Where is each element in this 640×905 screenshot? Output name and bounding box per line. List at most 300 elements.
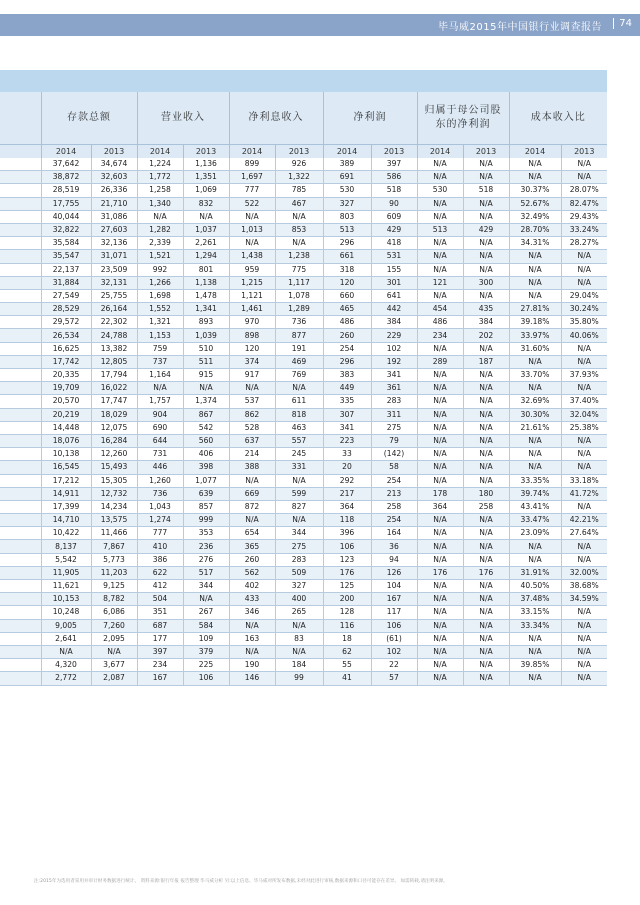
table-cell: 926 <box>275 158 323 171</box>
table-cell: N/A <box>417 289 463 302</box>
table-cell: 14,710 <box>41 514 91 527</box>
table-cell: 23,509 <box>91 263 137 276</box>
table-cell: 827 <box>275 500 323 513</box>
table-cell: 12,805 <box>91 355 137 368</box>
table-cell: 16,284 <box>91 434 137 447</box>
table-cell: N/A <box>463 514 509 527</box>
table-cell: 13,575 <box>91 514 137 527</box>
table-cell: 26,534 <box>41 329 91 342</box>
group-header-deposits: 存款总额 <box>41 92 137 145</box>
table-cell: 1,274 <box>137 514 183 527</box>
table-cell: 8,782 <box>91 593 137 606</box>
table-cell: 276 <box>183 553 229 566</box>
table-cell: N/A <box>463 382 509 395</box>
row-label-cell <box>0 303 41 316</box>
table-cell: 449 <box>323 382 371 395</box>
table-cell: N/A <box>417 448 463 461</box>
table-row <box>0 158 607 171</box>
table-cell: 213 <box>371 487 417 500</box>
table-cell: 999 <box>183 514 229 527</box>
table-cell: 12,075 <box>91 421 137 434</box>
table-cell: 899 <box>229 158 275 171</box>
table-cell: N/A <box>463 619 509 632</box>
table-cell: 389 <box>323 158 371 171</box>
financial-table <box>0 92 607 686</box>
table-cell: 644 <box>137 434 183 447</box>
table-cell: 335 <box>323 395 371 408</box>
table-cell: N/A <box>561 672 607 685</box>
table-cell: N/A <box>417 474 463 487</box>
table-cell: 1,289 <box>275 303 323 316</box>
table-row <box>0 514 607 527</box>
table-cell: N/A <box>463 421 509 434</box>
table-cell: 38,872 <box>41 171 91 184</box>
table-cell: N/A <box>417 514 463 527</box>
table-cell: 234 <box>417 329 463 342</box>
table-cell: 736 <box>275 316 323 329</box>
table-cell: 435 <box>463 303 509 316</box>
table-cell: 365 <box>229 540 275 553</box>
table-row <box>0 434 607 447</box>
table-cell: 1,321 <box>137 316 183 329</box>
table-cell: 102 <box>371 342 417 355</box>
year-header-cell: 2013 <box>371 145 417 159</box>
table-cell: 832 <box>183 197 229 210</box>
table-row <box>0 237 607 250</box>
table-cell: 1,077 <box>183 474 229 487</box>
table-cell: N/A <box>561 171 607 184</box>
table-cell: 353 <box>183 527 229 540</box>
table-cell: 654 <box>229 527 275 540</box>
table-cell: 384 <box>371 316 417 329</box>
table-cell: 513 <box>323 223 371 236</box>
table-cell: 10,153 <box>41 593 91 606</box>
group-header-operating-income: 营业收入 <box>137 92 229 145</box>
table-cell: 785 <box>275 184 323 197</box>
table-cell: N/A <box>417 408 463 421</box>
table-row <box>0 500 607 513</box>
report-title: 毕马威2015年中国银行业调查报告 <box>438 22 602 33</box>
table-cell: 33.18% <box>561 474 607 487</box>
table-cell: 1,374 <box>183 395 229 408</box>
table-cell: 275 <box>275 540 323 553</box>
table-cell: 11,905 <box>41 566 91 579</box>
table-cell: 661 <box>323 250 371 263</box>
table-cell: N/A <box>229 619 275 632</box>
table-cell: 39.85% <box>509 659 561 672</box>
row-label-cell <box>0 197 41 210</box>
table-row <box>0 474 607 487</box>
table-cell: N/A <box>509 645 561 658</box>
table-cell: 537 <box>229 395 275 408</box>
table-cell: N/A <box>561 619 607 632</box>
table-cell: 25.38% <box>561 421 607 434</box>
table-cell: 11,466 <box>91 527 137 540</box>
table-cell: 486 <box>417 316 463 329</box>
table-cell: 5,773 <box>91 553 137 566</box>
table-cell: 104 <box>371 580 417 593</box>
table-cell: 398 <box>183 461 229 474</box>
table-body <box>0 158 607 685</box>
table-row <box>0 632 607 645</box>
table-cell: 30.30% <box>509 408 561 421</box>
table-cell: 25,755 <box>91 289 137 302</box>
table-cell: 37.93% <box>561 369 607 382</box>
table-cell: N/A <box>417 421 463 434</box>
table-cell: 267 <box>183 606 229 619</box>
table-cell: 1,478 <box>183 289 229 302</box>
table-cell: 862 <box>229 408 275 421</box>
row-label-cell <box>0 369 41 382</box>
table-cell: 898 <box>229 329 275 342</box>
table-cell: 736 <box>137 487 183 500</box>
table-cell: N/A <box>417 606 463 619</box>
table-cell: 17,794 <box>91 369 137 382</box>
table-cell: N/A <box>229 210 275 223</box>
table-cell: N/A <box>463 395 509 408</box>
row-label-cell <box>0 619 41 632</box>
table-cell: 18,076 <box>41 434 91 447</box>
table-cell: 26,336 <box>91 184 137 197</box>
table-cell: 39.18% <box>509 316 561 329</box>
table-cell: 32.69% <box>509 395 561 408</box>
table-cell: 7,260 <box>91 619 137 632</box>
table-cell: 234 <box>137 659 183 672</box>
table-cell: 2,772 <box>41 672 91 685</box>
table-row <box>0 329 607 342</box>
row-label-cell <box>0 408 41 421</box>
table-cell: 146 <box>229 672 275 685</box>
table-cell: 36 <box>371 540 417 553</box>
table-cell: 10,422 <box>41 527 91 540</box>
table-cell: N/A <box>183 593 229 606</box>
table-cell: 22,137 <box>41 263 91 276</box>
table-row <box>0 645 607 658</box>
table-cell: 18 <box>323 632 371 645</box>
table-cell: 1,164 <box>137 369 183 382</box>
table-cell: 22,302 <box>91 316 137 329</box>
table-cell: N/A <box>463 158 509 171</box>
table-cell: 690 <box>137 421 183 434</box>
row-label-cell <box>0 342 41 355</box>
table-cell: 16,625 <box>41 342 91 355</box>
table-cell: 530 <box>417 184 463 197</box>
table-cell: N/A <box>561 553 607 566</box>
table-cell: 23.09% <box>509 527 561 540</box>
table-cell: 327 <box>323 197 371 210</box>
table-cell: N/A <box>561 540 607 553</box>
table-cell: 14,911 <box>41 487 91 500</box>
table-cell: 29,572 <box>41 316 91 329</box>
table-cell: 33.35% <box>509 474 561 487</box>
table-cell: 109 <box>183 632 229 645</box>
table-row <box>0 223 607 236</box>
table-cell: 777 <box>229 184 275 197</box>
row-label-cell <box>0 580 41 593</box>
table-cell: 275 <box>371 421 417 434</box>
table-cell: 31,071 <box>91 250 137 263</box>
table-cell: N/A <box>561 500 607 513</box>
table-cell: 176 <box>323 566 371 579</box>
year-header-cell: 2013 <box>561 145 607 159</box>
table-cell: N/A <box>417 632 463 645</box>
table-cell: N/A <box>509 461 561 474</box>
table-cell: 38.68% <box>561 580 607 593</box>
row-label-cell <box>0 276 41 289</box>
table-cell: 759 <box>137 342 183 355</box>
table-cell: 9,125 <box>91 580 137 593</box>
table-cell: 62 <box>323 645 371 658</box>
table-cell: 33.24% <box>561 223 607 236</box>
table-cell: 917 <box>229 369 275 382</box>
table-cell: 12,260 <box>91 448 137 461</box>
table-cell: N/A <box>275 237 323 250</box>
table-cell: 32,603 <box>91 171 137 184</box>
row-label-cell <box>0 514 41 527</box>
table-cell: N/A <box>509 632 561 645</box>
table-cell: 33.97% <box>509 329 561 342</box>
table-cell: 1,215 <box>229 276 275 289</box>
table-row <box>0 421 607 434</box>
table-cell: 155 <box>371 263 417 276</box>
table-cell: 1,438 <box>229 250 275 263</box>
table-cell: 1,341 <box>183 303 229 316</box>
table-cell: 639 <box>183 487 229 500</box>
table-cell: 292 <box>323 474 371 487</box>
table-cell: 1,697 <box>229 171 275 184</box>
table-cell: N/A <box>561 659 607 672</box>
table-cell: 446 <box>137 461 183 474</box>
table-cell: (142) <box>371 448 417 461</box>
table-cell: 867 <box>183 408 229 421</box>
table-cell: 469 <box>275 355 323 368</box>
table-cell: 511 <box>183 355 229 368</box>
table-cell: N/A <box>561 448 607 461</box>
table-cell: 1,138 <box>183 276 229 289</box>
table-row <box>0 461 607 474</box>
row-label-cell <box>0 250 41 263</box>
table-cell: N/A <box>509 355 561 368</box>
table-cell: 2,087 <box>91 672 137 685</box>
table-cell: N/A <box>463 448 509 461</box>
table-cell: N/A <box>417 434 463 447</box>
table-cell: 311 <box>371 408 417 421</box>
table-cell: (61) <box>371 632 417 645</box>
table-cell: 37.40% <box>561 395 607 408</box>
table-cell: 959 <box>229 263 275 276</box>
table-cell: N/A <box>229 382 275 395</box>
table-cell: 777 <box>137 527 183 540</box>
table-cell: 33.47% <box>509 514 561 527</box>
table-cell: N/A <box>509 158 561 171</box>
table-cell: N/A <box>463 553 509 566</box>
table-cell: N/A <box>509 553 561 566</box>
table-cell: 513 <box>417 223 463 236</box>
table-cell: N/A <box>417 553 463 566</box>
table-cell: 731 <box>137 448 183 461</box>
table-row <box>0 395 607 408</box>
blank-header-cell <box>0 92 41 145</box>
table-cell: 429 <box>371 223 417 236</box>
table-cell: 265 <box>275 606 323 619</box>
table-cell: 386 <box>137 553 183 566</box>
table-cell: N/A <box>417 619 463 632</box>
table-cell: 18,029 <box>91 408 137 421</box>
table-cell: N/A <box>561 434 607 447</box>
table-cell: N/A <box>41 645 91 658</box>
table-cell: N/A <box>561 382 607 395</box>
table-cell: 43.41% <box>509 500 561 513</box>
table-cell: 40.50% <box>509 580 561 593</box>
table-cell: 609 <box>371 210 417 223</box>
table-cell: N/A <box>417 540 463 553</box>
table-cell: N/A <box>463 250 509 263</box>
table-cell: 10,248 <box>41 606 91 619</box>
table-cell: N/A <box>275 210 323 223</box>
table-cell: 180 <box>463 487 509 500</box>
table-row <box>0 342 607 355</box>
table-cell: 1,260 <box>137 474 183 487</box>
table-cell: N/A <box>463 263 509 276</box>
table-cell: 361 <box>371 382 417 395</box>
group-header-net-interest-income: 净利息收入 <box>229 92 323 145</box>
table-cell: 2,339 <box>137 237 183 250</box>
table-cell: 14,234 <box>91 500 137 513</box>
table-cell: 41 <box>323 672 371 685</box>
table-cell: 83 <box>275 632 323 645</box>
table-cell: N/A <box>561 645 607 658</box>
table-cell: N/A <box>463 237 509 250</box>
table-cell: 379 <box>183 645 229 658</box>
table-cell: 17,755 <box>41 197 91 210</box>
table-cell: 20,219 <box>41 408 91 421</box>
table-cell: 528 <box>229 421 275 434</box>
table-row <box>0 619 607 632</box>
table-cell: 30.37% <box>509 184 561 197</box>
year-header-cell: 2013 <box>275 145 323 159</box>
table-cell: 383 <box>323 369 371 382</box>
row-label-cell <box>0 448 41 461</box>
table-cell: 486 <box>323 316 371 329</box>
table-cell: 1,461 <box>229 303 275 316</box>
row-label-cell <box>0 316 41 329</box>
table-cell: 687 <box>137 619 183 632</box>
table-cell: 17,399 <box>41 500 91 513</box>
table-row <box>0 527 607 540</box>
table-cell: 200 <box>323 593 371 606</box>
table-row <box>0 487 607 500</box>
table-cell: 454 <box>417 303 463 316</box>
table-cell: 737 <box>137 355 183 368</box>
row-label-cell <box>0 171 41 184</box>
table-cell: 904 <box>137 408 183 421</box>
table-cell: 2,641 <box>41 632 91 645</box>
table-cell: N/A <box>417 171 463 184</box>
table-cell: 21.61% <box>509 421 561 434</box>
table-cell: 5,542 <box>41 553 91 566</box>
table-cell: 33 <box>323 448 371 461</box>
table-cell: 28,519 <box>41 184 91 197</box>
table-cell: 116 <box>323 619 371 632</box>
table-cell: 258 <box>463 500 509 513</box>
table-cell: 99 <box>275 672 323 685</box>
table-cell: 1,757 <box>137 395 183 408</box>
table-row <box>0 289 607 302</box>
table-cell: N/A <box>561 632 607 645</box>
group-header-net-profit: 净利润 <box>323 92 417 145</box>
table-cell: N/A <box>509 276 561 289</box>
table-cell: 32.04% <box>561 408 607 421</box>
table-cell: 42.21% <box>561 514 607 527</box>
table-cell: 15,493 <box>91 461 137 474</box>
row-label-cell <box>0 434 41 447</box>
table-cell: 637 <box>229 434 275 447</box>
table-cell: 245 <box>275 448 323 461</box>
row-label-cell <box>0 461 41 474</box>
table-cell: 857 <box>183 500 229 513</box>
table-cell: 17,747 <box>91 395 137 408</box>
table-cell: 384 <box>463 316 509 329</box>
table-cell: 41.72% <box>561 487 607 500</box>
table-row <box>0 593 607 606</box>
table-cell: 178 <box>417 487 463 500</box>
table-cell: 258 <box>371 500 417 513</box>
table-cell: 118 <box>323 514 371 527</box>
table-cell: 296 <box>323 355 371 368</box>
table-cell: 872 <box>229 500 275 513</box>
table-row <box>0 448 607 461</box>
table-cell: 509 <box>275 566 323 579</box>
table-cell: 542 <box>183 421 229 434</box>
table-cell: 562 <box>229 566 275 579</box>
table-cell: N/A <box>229 237 275 250</box>
table-cell: 32.49% <box>509 210 561 223</box>
table-cell: 32,131 <box>91 276 137 289</box>
table-cell: 177 <box>137 632 183 645</box>
table-cell: 4,320 <box>41 659 91 672</box>
table-cell: 260 <box>323 329 371 342</box>
table-cell: 8,137 <box>41 540 91 553</box>
year-header-cell: 2013 <box>91 145 137 159</box>
row-label-cell <box>0 184 41 197</box>
table-cell: 26,164 <box>91 303 137 316</box>
table-cell: N/A <box>417 197 463 210</box>
table-cell: 1,552 <box>137 303 183 316</box>
table-cell: N/A <box>463 645 509 658</box>
table-cell: 82.47% <box>561 197 607 210</box>
year-header-cell: 2013 <box>463 145 509 159</box>
table-cell: 120 <box>229 342 275 355</box>
year-header-cell: 2014 <box>229 145 275 159</box>
table-cell: 7,867 <box>91 540 137 553</box>
table-cell: 599 <box>275 487 323 500</box>
table-cell: 410 <box>137 540 183 553</box>
table-cell: 442 <box>371 303 417 316</box>
table-cell: 344 <box>183 580 229 593</box>
table-cell: 344 <box>275 527 323 540</box>
table-cell: 622 <box>137 566 183 579</box>
table-cell: N/A <box>561 461 607 474</box>
table-cell: 28.07% <box>561 184 607 197</box>
table-cell: 52.67% <box>509 197 561 210</box>
table-cell: N/A <box>417 527 463 540</box>
row-label-cell <box>0 500 41 513</box>
table-cell: 106 <box>323 540 371 553</box>
table-cell: 660 <box>323 289 371 302</box>
table-cell: N/A <box>463 540 509 553</box>
table-cell: 31,086 <box>91 210 137 223</box>
row-label-cell <box>0 606 41 619</box>
